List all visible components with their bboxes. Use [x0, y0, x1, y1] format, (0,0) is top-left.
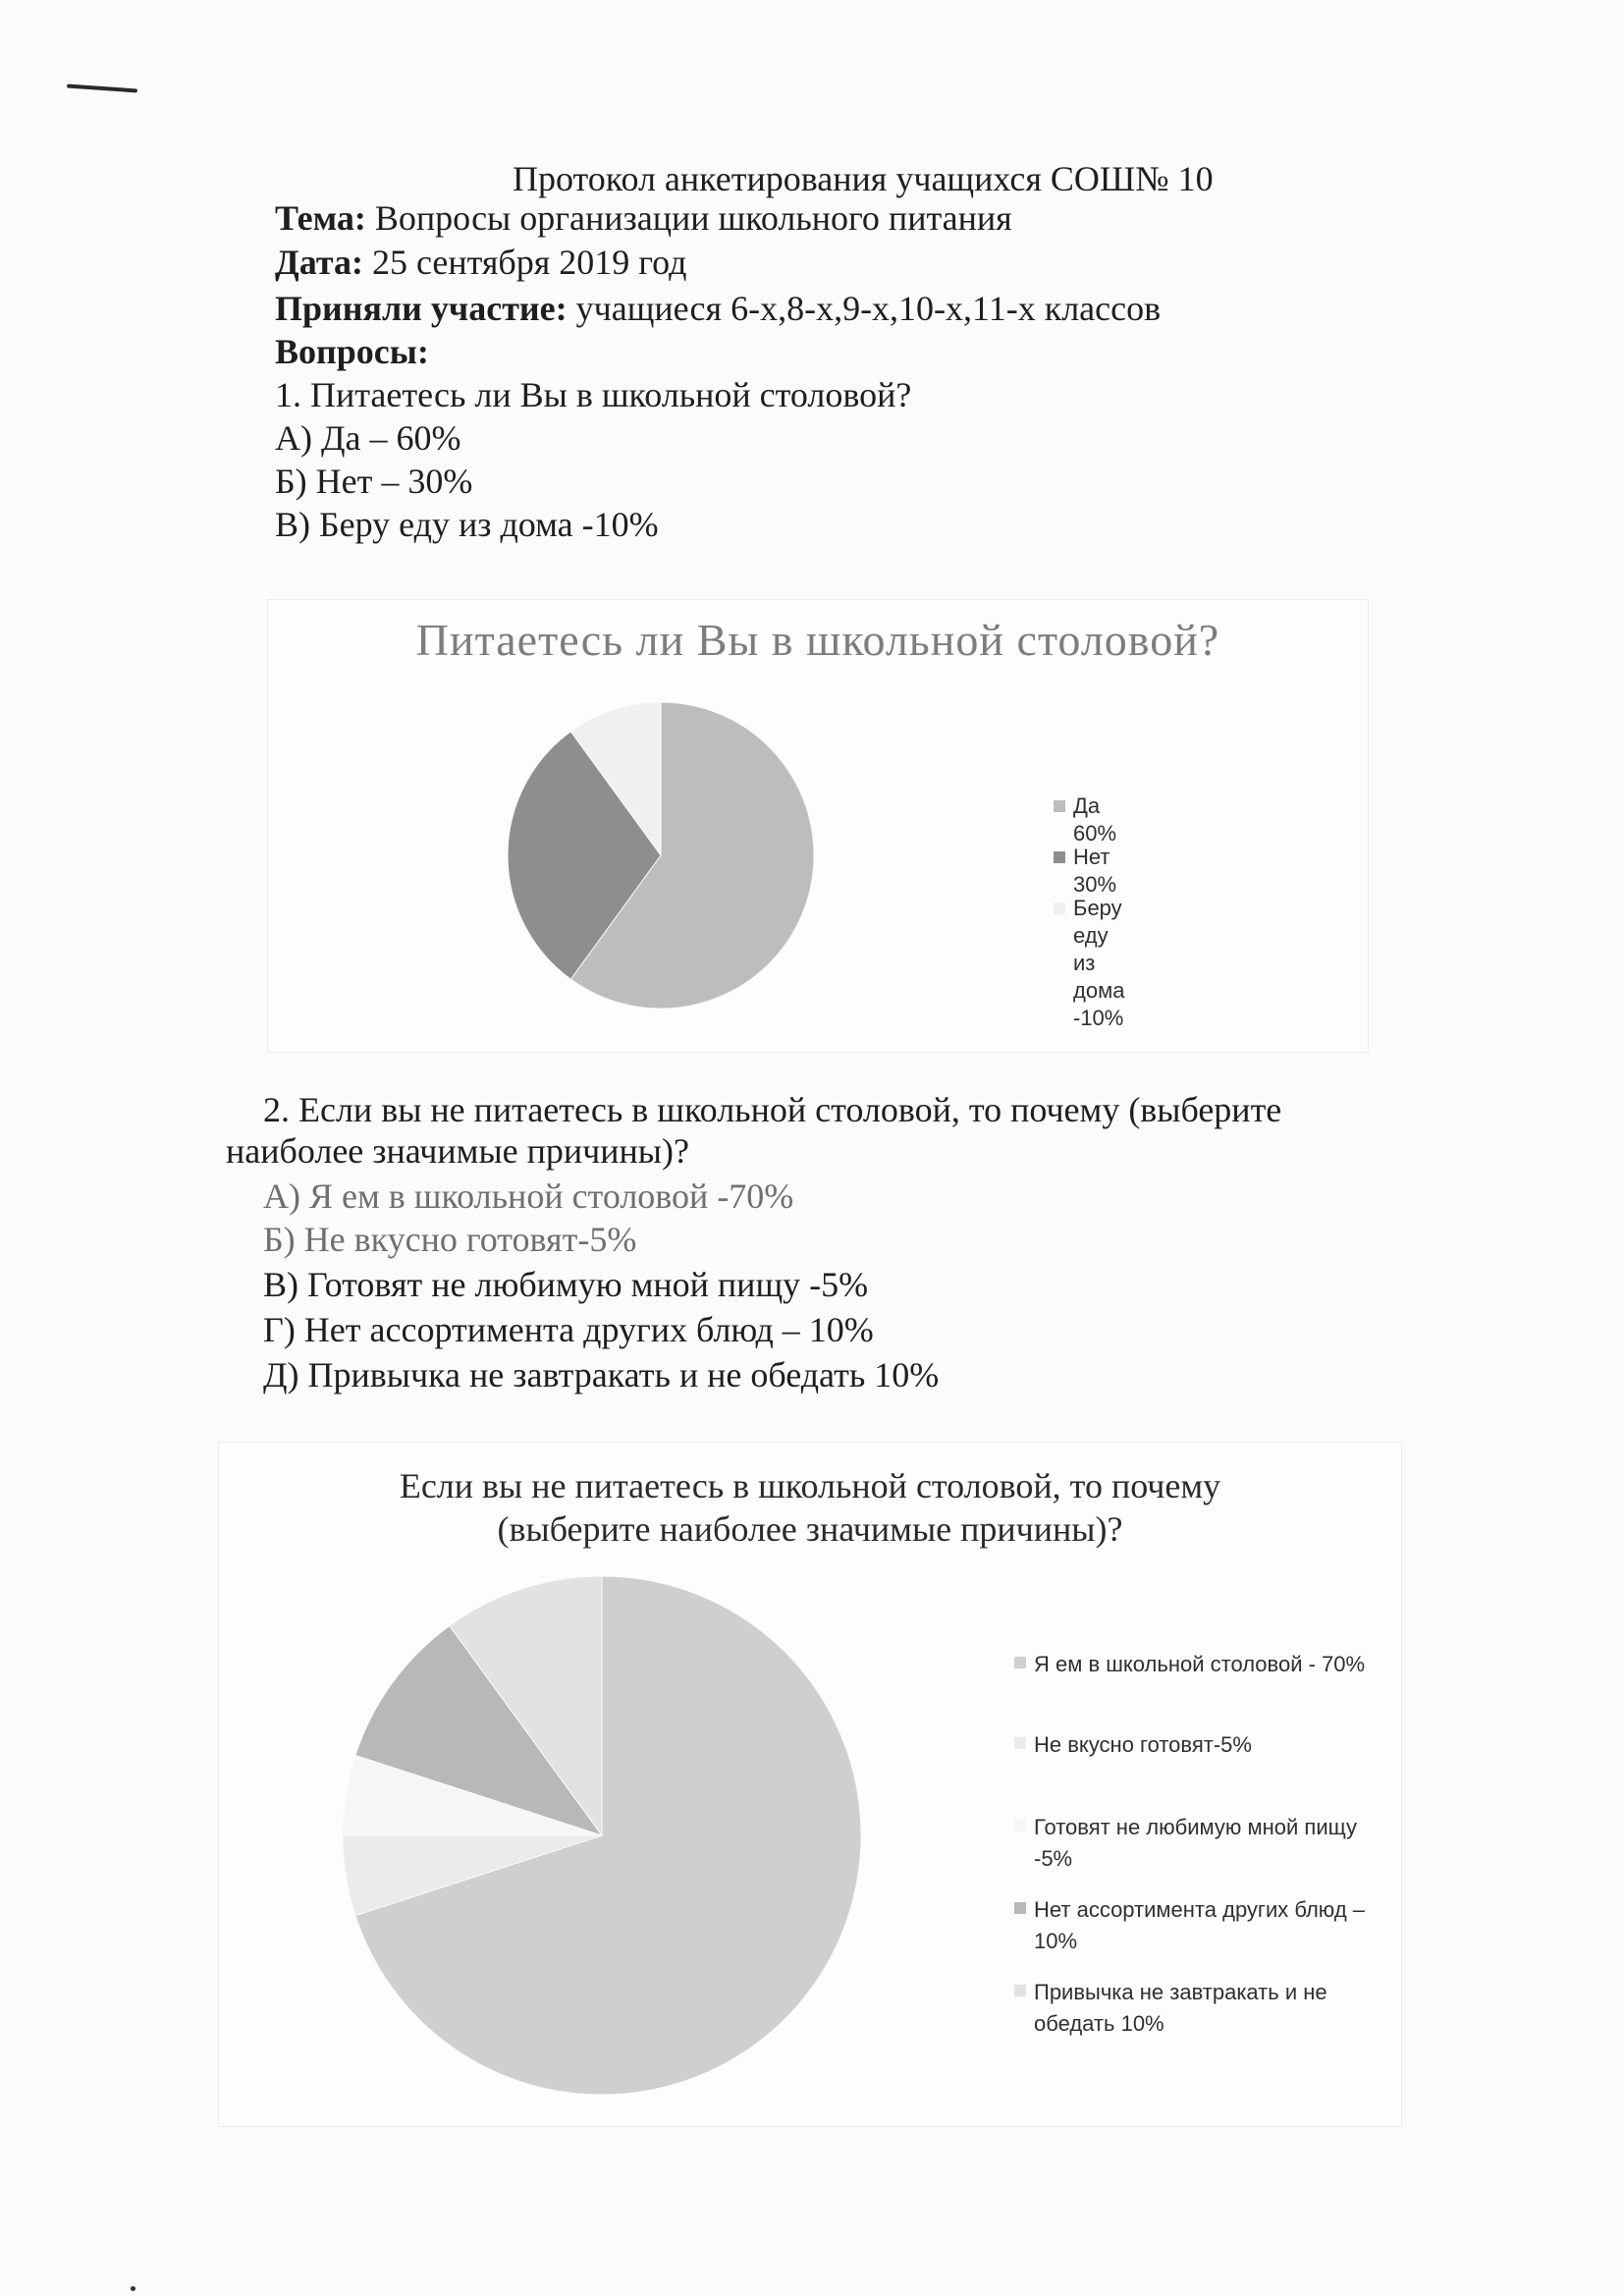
chart2-legend-item — [1014, 1729, 1252, 1761]
question1-text: 1. Питаетесь ли Вы в школьной столовой? — [275, 375, 912, 414]
question2-answer-b: Б) Не вкусно готовят-5% — [263, 1220, 637, 1259]
chart2-legend-item — [1014, 1894, 1368, 1957]
chart1-panel — [267, 599, 1369, 1053]
scan-artifact-dot — [131, 2286, 135, 2291]
chart2-legend-item — [1014, 1977, 1368, 2040]
legend-label: Я ем в школьной столовой - 70% — [1034, 1652, 1366, 1676]
document-title: Протокол анкетирования учащихся СОШ№ 10 — [513, 159, 1214, 198]
question2-answer-e: Д) Привычка не завтракать и не обедать 10% — [263, 1355, 940, 1394]
legend-label: Беру еду из дома -10% — [1073, 896, 1125, 1030]
topic-label: Тема: — [275, 198, 366, 238]
scan-artifact-line — [67, 83, 137, 92]
questions-heading: Вопросы: — [275, 332, 429, 371]
question2-answer-d: Г) Нет ассортимента других блюд – 10% — [263, 1310, 874, 1349]
topic-line — [275, 196, 1012, 240]
legend-label: Не вкусно готовят-5% — [1034, 1732, 1252, 1757]
question2-text-line1: 2. Если вы не питаетесь в школьной столовой, то почему (выберите — [263, 1090, 1282, 1129]
legend-label: Нет ассортимента других блюд – 10% — [1034, 1897, 1366, 1953]
legend-swatch — [1014, 1737, 1026, 1749]
legend-label: Нет 30% — [1073, 845, 1117, 897]
chart1-legend-item — [1054, 895, 1124, 1032]
chart1-pie — [504, 698, 818, 1012]
date-label: Дата: — [275, 243, 363, 282]
legend-swatch — [1054, 851, 1065, 863]
legend-label: Готовят не любимую мной пищу -5% — [1034, 1815, 1357, 1871]
question2-answer-c: В) Готовят не любимую мной пищу -5% — [263, 1265, 869, 1304]
legend-swatch — [1014, 1820, 1026, 1831]
question2-text-line2: наиболее значимые причины)? — [226, 1131, 689, 1171]
legend-swatch — [1054, 800, 1065, 812]
chart1-legend-item — [1054, 793, 1116, 847]
participants-value: учащиеся 6-х,8-х,9-х,10-х,11-х классов — [567, 289, 1162, 328]
legend-swatch — [1054, 902, 1065, 914]
legend-swatch — [1014, 1902, 1026, 1914]
legend-label: Да 60% — [1073, 793, 1117, 846]
question1-answer-b: Б) Нет – 30% — [275, 462, 473, 501]
question2-answer-a: А) Я ем в школьной столовой -70% — [263, 1176, 794, 1216]
question1-answer-a: А) Да – 60% — [275, 418, 461, 458]
chart1-title: Питаетесь ли Вы в школьной столовой? — [415, 615, 1220, 665]
date-value: 25 сентября 2019 год — [362, 243, 687, 282]
chart2-pie — [337, 1570, 867, 2101]
legend-label: Привычка не завтракать и не обедать 10% — [1034, 1980, 1327, 2036]
participants-line — [275, 287, 1161, 330]
legend-swatch — [1014, 1657, 1026, 1668]
chart2-legend-item — [1014, 1649, 1365, 1680]
question1-answer-c: В) Беру еду из дома -10% — [275, 505, 659, 544]
chart2-title: Если вы не питаетесь в школьной столовой, то почему (выберите наиболее значимые причины)? — [399, 1466, 1221, 1549]
legend-swatch — [1014, 1985, 1026, 1996]
chart1-legend-item — [1054, 844, 1116, 899]
participants-label: Приняли участие: — [275, 289, 568, 328]
chart2-legend-item — [1014, 1812, 1368, 1875]
chart2-panel — [218, 1442, 1402, 2127]
topic-value: Вопросы организации школьного питания — [365, 198, 1012, 238]
date-line — [275, 241, 686, 284]
